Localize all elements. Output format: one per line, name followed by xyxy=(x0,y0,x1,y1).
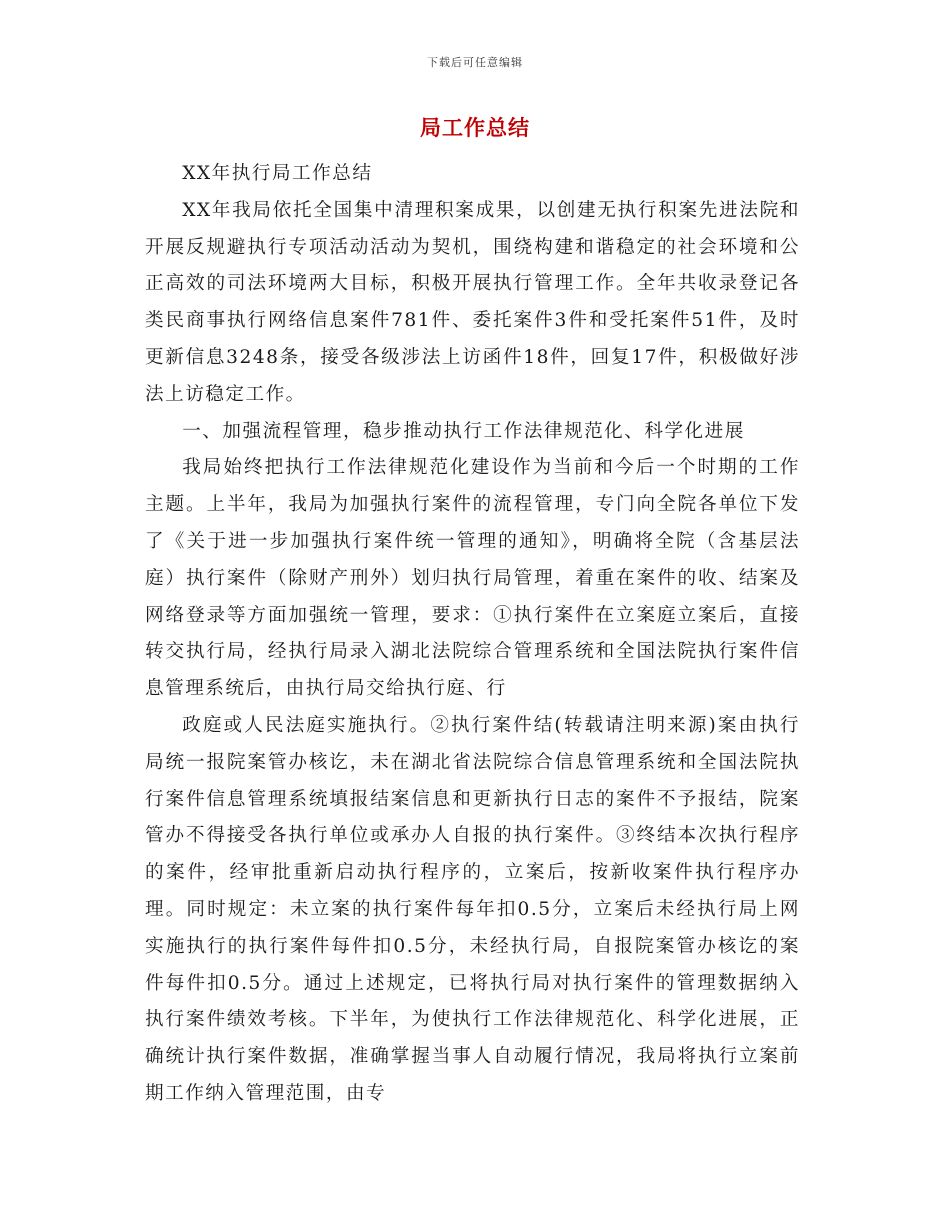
header-note: 下载后可任意编辑 xyxy=(427,56,523,69)
paragraph-flow-management-continued: 政庭或人民法庭实施执行。②执行案件结(转载请注明来源)案由执行局统一报院案管办核讫，未在湖北省法院综合信息管理系统和全国法院执行案件信息管理系统填报结案信息和更新执行日志的案件不予报结，院案管办不得接受各执行单位或承办人自报的执行案件。③终结本次执行程序的案件，经审批重新启动执行程序的，立案后，按新收案件执行程序办理。同时规定：未立案的执行案件每年扣0.5分，立案后未经执行局上网实施执行的执行案件每件扣0.5分，未经执行局，自报院案管办核讫的案件每件扣0.5分。通过上述规定，已将执行局对执行案件的管理数据纳入执行案件绩效考核。下半年，为使执行工作法律规范化、科学化进展，正确统计执行案件数据，准确掌握当事人自动履行情况，我局将执行立案前期工作纳入管理范围，由专 xyxy=(145,714,800,1104)
document-body xyxy=(145,156,800,1113)
paragraph-subtitle: XX年执行局工作总结 xyxy=(182,163,373,184)
section-heading: 一、加强流程管理，稳步推动执行工作法律规范化、科学化进展 xyxy=(182,420,745,442)
paragraph-flow-management: 我局始终把执行工作法律规范化建设作为当前和今后一个时期的工作主题。上半年，我局为加强执行案件的流程管理，专门向全院各单位下发了《关于进一步加强执行案件统一管理的通知》，明确将全院（含基层法庭）执行案件（除财产刑外）划归执行局管理，着重在案件的收、结案及网络登录等方面加强统一管理，要求：①执行案件在立案庭立案后，直接转交执行局，经执行局录入湖北法院综合管理系统和全国法院执行案件信息管理系统后，由执行局交给执行庭、行 xyxy=(145,457,800,700)
paragraph-summary: XX年我局依托全国集中清理积案成果，以创建无执行积案先进法院和开展反规避执行专项活动活动为契机，围绕构建和谐稳定的社会环境和公正高效的司法环境两大目标，积极开展执行管理工作。全年共收录登记各类民商事执行网络信息案件781件、委托案件3件和受托案件51件，及时更新信息3248条，接受各级涉法上访函件18件，回复17件，积极做好涉法上访稳定工作。 xyxy=(145,199,800,405)
document-title: 局工作总结 xyxy=(420,116,530,140)
